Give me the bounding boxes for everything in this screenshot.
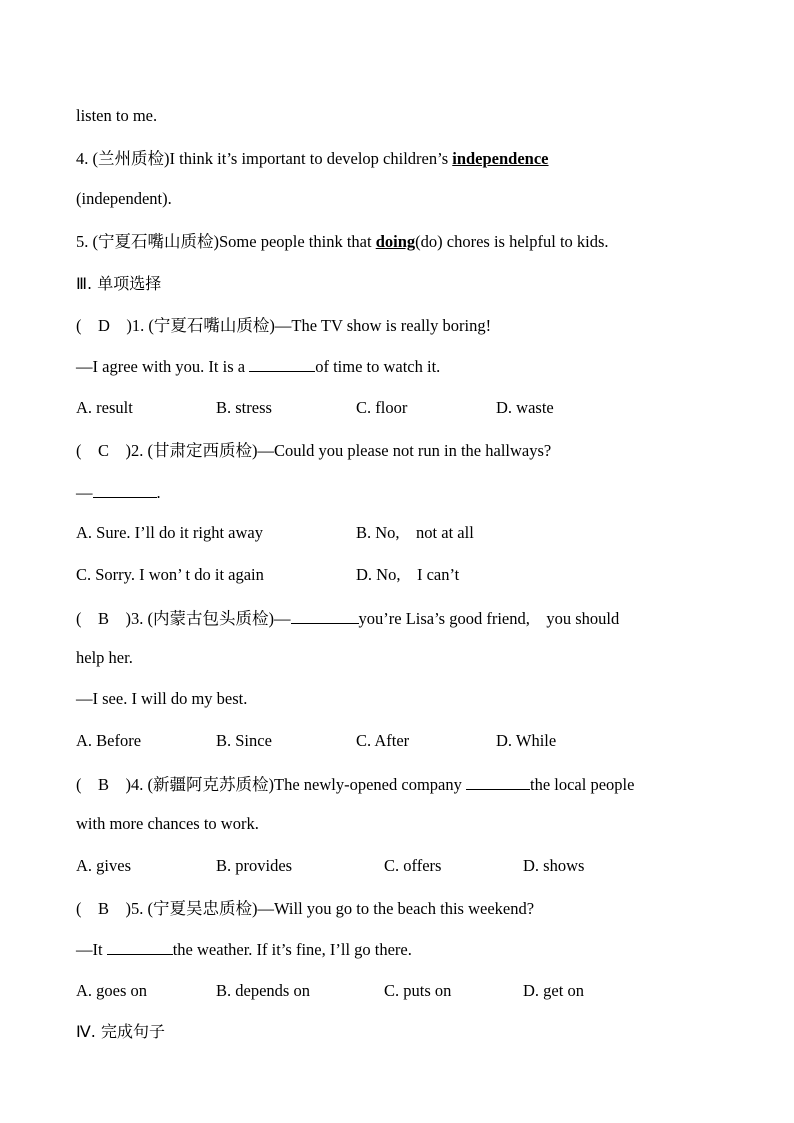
option-c: C. puts on [384, 981, 452, 1000]
question-text: 4. (兰州质检)I think it’s important to develop children’s [76, 149, 453, 168]
mc-answer: D [98, 316, 110, 335]
mc-question-2 [76, 441, 551, 461]
option-c: C. After [356, 731, 410, 750]
question-text: —I see. I will do my best. [76, 689, 248, 708]
question-text: you’re Lisa’s good friend, you should [358, 609, 620, 628]
mc-question-5 [76, 899, 534, 919]
option-a: A. gives [76, 856, 131, 875]
option-d: D. shows [523, 856, 585, 875]
option-b: B. provides [216, 856, 293, 875]
option-b: B. No, not at all [356, 523, 474, 542]
mc-question-4 [76, 774, 634, 795]
mc-answer: B [98, 609, 110, 628]
paren: ( B [76, 899, 110, 918]
question-text: of time to watch it. [315, 357, 441, 376]
blank-line [107, 939, 173, 955]
option-a: A. Sure. I’ll do it right away [76, 523, 263, 542]
option-d: D. While [496, 731, 557, 750]
question-text: help her. [76, 648, 133, 667]
option-c: C. floor [356, 398, 408, 417]
answer-word: doing [375, 232, 416, 251]
fill-question-4 [76, 149, 549, 169]
question-text: )2. (甘肃定西质检)—Could you please not run in the hallways? [125, 441, 552, 460]
option-c: C. Sorry. I won’ t do it again [76, 565, 264, 584]
question-text: )1. (宁夏石嘴山质检)—The TV show is really boring! [126, 316, 492, 335]
question-text: with more chances to work. [76, 814, 259, 833]
question-text: . [156, 483, 161, 502]
question-text: )5. (宁夏吴忠质检)—Will you go to the beach this weekend? [125, 899, 535, 918]
mc-answer: B [98, 775, 110, 794]
paren: ( C [76, 441, 110, 460]
question-text: 5. (宁夏石嘴山质检)Some people think that [76, 232, 376, 251]
mc-answer: C [98, 441, 110, 460]
question-text: —I agree with you. It is a [76, 357, 250, 376]
blank-line [93, 482, 157, 498]
answer-word: independence [452, 149, 549, 168]
mc-question-1 [76, 316, 491, 336]
text-line [76, 106, 157, 126]
text-line [76, 648, 133, 668]
question-text: — [76, 483, 93, 502]
mc-answer: B [98, 899, 110, 918]
option-d: D. get on [523, 981, 584, 1000]
option-d: D. waste [496, 398, 554, 417]
question-text: )3. (内蒙古包头质检)— [125, 609, 291, 628]
text-line [76, 689, 247, 709]
question-text: )4. (新疆阿克苏质检)The newly-opened company [125, 775, 466, 794]
question-text: (do) chores is helpful to kids. [415, 232, 609, 251]
text-line [76, 814, 259, 834]
paren: ( B [76, 609, 110, 628]
text-line [76, 939, 412, 960]
question-text: the local people [529, 775, 635, 794]
option-b: B. depends on [216, 981, 310, 1000]
option-a: A. goes on [76, 981, 148, 1000]
option-a: A. result [76, 398, 133, 417]
section-heading: Ⅲ. 单项选择 [76, 274, 162, 293]
option-d: D. No, I can’t [356, 565, 460, 584]
paren: ( D [76, 316, 110, 335]
blank-line [466, 774, 530, 790]
blank-line [291, 608, 359, 624]
fill-question-5 [76, 232, 609, 252]
option-b: B. Since [216, 731, 272, 750]
text-line [76, 189, 172, 209]
question-text: (independent). [76, 189, 172, 208]
question-text: —It [76, 940, 107, 959]
option-c: C. offers [384, 856, 442, 875]
text: listen to me. [76, 106, 158, 125]
text-line [76, 482, 161, 503]
paren: ( B [76, 775, 110, 794]
question-text: the weather. If it’s fine, I’ll go there. [172, 940, 412, 959]
section-heading: Ⅳ. 完成句子 [76, 1022, 165, 1041]
blank-line [249, 356, 315, 372]
mc-question-3 [76, 608, 619, 629]
text-line [76, 356, 440, 377]
option-b: B. stress [216, 398, 272, 417]
option-a: A. Before [76, 731, 142, 750]
